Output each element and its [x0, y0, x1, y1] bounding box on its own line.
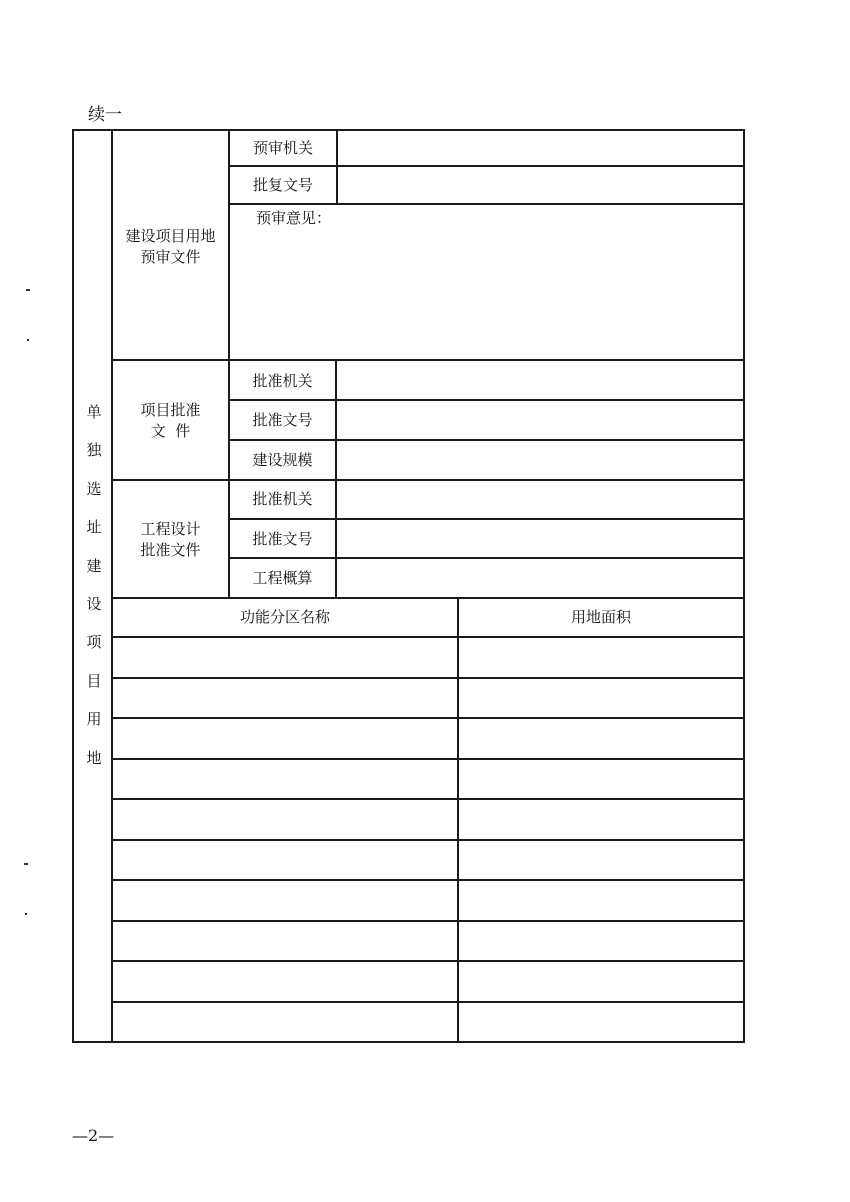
row-line: [228, 203, 745, 205]
field-label-prereview-doc-number: 批复文号: [252, 176, 313, 194]
continuation-label: 续一: [88, 105, 122, 125]
zone-table-divider: [457, 597, 459, 1043]
section-label-line: 工程设计: [140, 520, 201, 538]
field-label-design-authority: 批准机关: [252, 490, 313, 508]
row-line: [228, 518, 745, 520]
form-border-top: [72, 129, 745, 131]
vertical-title-char: 项: [86, 633, 102, 652]
form-border-left: [72, 129, 74, 1043]
zone-row-line: [111, 677, 745, 679]
row-line: [228, 165, 745, 167]
row-line: [228, 399, 745, 401]
field-label-prereview-authority: 预审机关: [252, 139, 313, 157]
vertical-title-char: 单: [86, 403, 102, 421]
section-label-divider: [228, 129, 230, 599]
field-label-construction-scale: 建设规模: [252, 451, 313, 469]
section-label-line: 批准文件: [140, 541, 201, 559]
field-label-approval-authority: 批准机关: [252, 372, 313, 390]
vertical-title-char: 设: [86, 594, 102, 613]
zone-row-line: [111, 798, 745, 800]
section-line: [111, 479, 745, 481]
approval-section-label: [113, 400, 228, 442]
form-border-right: [743, 129, 745, 1043]
zone-row-line: [111, 717, 745, 719]
zone-row-line: [111, 960, 745, 962]
vertical-title-char: 用: [86, 710, 102, 729]
zone-row-line: [111, 839, 745, 841]
vertical-title-char: 址: [86, 518, 102, 537]
zone-row-line: [111, 1001, 745, 1003]
zone-row-line: [111, 920, 745, 922]
zone-header-name: 功能分区名称: [239, 608, 330, 626]
scan-speck: [24, 863, 28, 865]
zone-row-line: [111, 636, 745, 638]
section-label-line: 项目批准: [140, 401, 201, 419]
scan-speck: [27, 339, 29, 341]
vertical-title-char: 地: [86, 748, 102, 767]
row-line: [228, 439, 745, 441]
section-label-line: 建设项目用地: [125, 227, 216, 245]
field-label-prereview-opinion: 预审意见：: [256, 209, 332, 227]
scan-speck: [26, 289, 30, 291]
zone-row-line: [111, 758, 745, 760]
field-label-design-doc-number: 批准文号: [252, 530, 313, 548]
section-label-line: 预审文件: [140, 248, 201, 266]
form-border-bottom: [72, 1041, 745, 1043]
vertical-form-title: [76, 393, 112, 777]
row-line: [228, 557, 745, 559]
scan-speck: [25, 913, 27, 915]
vertical-title-char: 目: [86, 671, 102, 690]
zone-header-area: 用地面积: [570, 608, 631, 626]
vertical-title-char: 选: [86, 479, 102, 498]
vertical-title-char: 建: [86, 556, 102, 575]
page-number: —2—: [72, 1126, 115, 1145]
field-value-divider-a: [336, 129, 338, 205]
vertical-title-char: 独: [86, 441, 102, 460]
design-section-label: [113, 519, 228, 561]
field-label-project-budget: 工程概算: [252, 569, 313, 587]
section-line: [111, 359, 745, 361]
section-label-line: 文 件: [150, 422, 191, 440]
prereview-section-label: [113, 226, 228, 268]
field-label-approval-doc-number: 批准文号: [252, 411, 313, 429]
section-line: [111, 597, 745, 599]
zone-row-line: [111, 879, 745, 881]
